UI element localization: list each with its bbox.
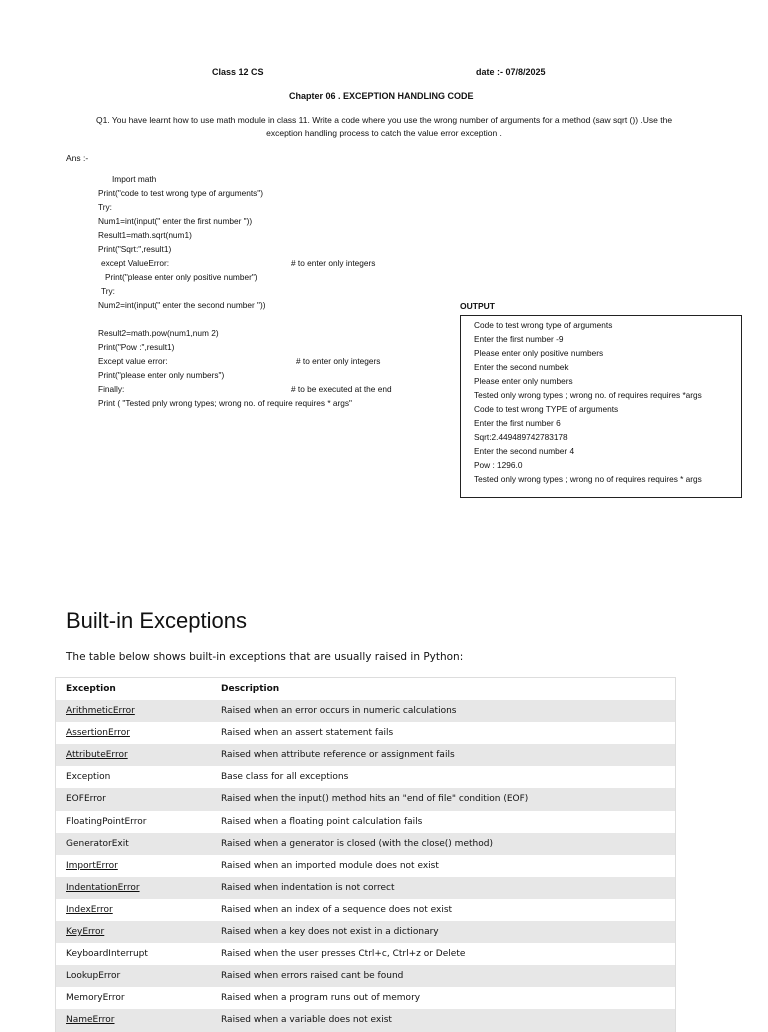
code-line: Num1=int(input(" enter the first number ")) bbox=[98, 216, 253, 226]
table-row bbox=[56, 788, 675, 810]
exception-description: Raised when a variable does not exist bbox=[221, 1015, 392, 1026]
output-line: Enter the second numbek bbox=[474, 362, 569, 372]
table-row bbox=[56, 766, 675, 788]
class-label: Class 12 CS bbox=[212, 67, 264, 77]
table-row bbox=[56, 744, 675, 766]
table-header-row bbox=[56, 678, 675, 700]
exception-description: Raised when a floating point calculation fails bbox=[221, 816, 423, 827]
column-header-exception: Exception bbox=[66, 684, 116, 694]
exception-name: KeyboardInterrupt bbox=[66, 949, 148, 960]
exception-description: Raised when an error occurs in numeric calculations bbox=[221, 706, 457, 717]
table-row bbox=[56, 987, 675, 1009]
table-row bbox=[56, 965, 675, 987]
output-line: Code to test wrong type of arguments bbox=[474, 320, 613, 330]
table-row bbox=[56, 722, 675, 744]
exception-name: GeneratorExit bbox=[66, 838, 129, 849]
output-label: OUTPUT bbox=[460, 301, 495, 311]
code-line: Result1=math.sqrt(num1) bbox=[98, 230, 192, 240]
exception-description: Raised when the user presses Ctrl+c, Ctrl+z or Delete bbox=[221, 949, 466, 960]
code-line: Import math bbox=[112, 174, 157, 184]
exception-description: Raised when attribute reference or assignment fails bbox=[221, 750, 455, 761]
code-line: Print("Sqrt:",result1) bbox=[98, 244, 172, 254]
question-line-1: Q1. You have learnt how to use math module in class 11. Write a code where you use the wrong number of arguments for a method (saw sqrt ()) .Use the bbox=[95, 115, 673, 125]
exception-name-link[interactable]: IndentationError bbox=[66, 882, 140, 893]
table-row bbox=[56, 811, 675, 833]
output-line: Enter the first number -9 bbox=[474, 334, 564, 344]
exception-name-link[interactable]: KeyError bbox=[66, 927, 105, 938]
table-row bbox=[56, 899, 675, 921]
code-line: Print("please enter only positive number") bbox=[105, 272, 258, 282]
output-line: Enter the first number 6 bbox=[474, 418, 561, 428]
code-line: Finally: bbox=[98, 384, 125, 394]
section-title: Built-in Exceptions bbox=[66, 608, 247, 633]
exception-description: Base class for all exceptions bbox=[221, 772, 349, 783]
code-line: Print("code to test wrong type of arguments") bbox=[98, 188, 263, 198]
exception-name-link[interactable]: AttributeError bbox=[66, 750, 128, 761]
question-line-2: exception handling process to catch the value error exception . bbox=[266, 128, 502, 138]
code-line: except ValueError: bbox=[101, 258, 170, 268]
exception-name-link[interactable]: ImportError bbox=[66, 860, 118, 871]
exception-description: Raised when errors raised cant be found bbox=[221, 971, 404, 982]
table-row bbox=[56, 700, 675, 722]
exception-name: LookupError bbox=[66, 971, 121, 982]
exception-name-link[interactable]: IndexError bbox=[66, 904, 113, 915]
output-line: Code to test wrong TYPE of arguments bbox=[474, 404, 619, 414]
output-line: Tested only wrong types ; wrong no of requires requires * args bbox=[474, 474, 702, 484]
code-line: Print("please enter only numbers") bbox=[98, 370, 225, 380]
code-line: Except value error: bbox=[98, 356, 168, 366]
exception-description: Raised when an index of a sequence does not exist bbox=[221, 904, 453, 915]
code-comment: # to enter only integers bbox=[296, 356, 381, 366]
exception-description: Raised when the input() method hits an "end of file" condition (EOF) bbox=[221, 794, 529, 805]
exception-description: Raised when a generator is closed (with the close() method) bbox=[221, 838, 493, 849]
exception-description: Raised when an imported module does not exist bbox=[221, 860, 439, 871]
answer-label: Ans :- bbox=[66, 153, 89, 163]
output-line: Tested only wrong types ; wrong no. of requires requires *args bbox=[474, 390, 702, 400]
date-label: date :- 07/8/2025 bbox=[476, 67, 546, 77]
output-line: Please enter only numbers bbox=[474, 376, 573, 386]
column-header-description: Description bbox=[221, 684, 280, 694]
table-row bbox=[56, 833, 675, 855]
exception-name-link[interactable]: ArithmeticError bbox=[66, 706, 135, 717]
code-line: Num2=int(input(" enter the second number ")) bbox=[98, 300, 266, 310]
exception-name: EOFError bbox=[66, 794, 106, 805]
chapter-title: Chapter 06 . EXCEPTION HANDLING CODE bbox=[289, 91, 474, 101]
code-line: Print("Pow :",result1) bbox=[98, 342, 175, 352]
table-row bbox=[56, 921, 675, 943]
output-line: Pow : 1296.0 bbox=[474, 460, 523, 470]
exception-name-link[interactable]: AssertionError bbox=[66, 728, 130, 739]
table-row bbox=[56, 943, 675, 965]
code-line: Result2=math.pow(num1,num 2) bbox=[98, 328, 219, 338]
code-comment: # to enter only integers bbox=[291, 258, 376, 268]
exception-name: MemoryError bbox=[66, 993, 125, 1004]
table-row bbox=[56, 1009, 675, 1031]
section-intro: The table below shows built-in exceptions that are usually raised in Python: bbox=[66, 651, 464, 663]
exception-description: Raised when a key does not exist in a dictionary bbox=[221, 927, 439, 938]
code-line: Print ( "Tested pnly wrong types; wrong no. of require requires * args" bbox=[98, 398, 352, 408]
table-row bbox=[56, 877, 675, 899]
output-line: Please enter only positive numbers bbox=[474, 348, 604, 358]
code-comment: # to be executed at the end bbox=[291, 384, 392, 394]
code-line: Try: bbox=[101, 286, 115, 296]
code-line: Try: bbox=[98, 202, 112, 212]
question-text bbox=[60, 114, 708, 140]
exception-name: FloatingPointError bbox=[66, 816, 147, 827]
exception-description: Raised when an assert statement fails bbox=[221, 728, 394, 739]
exception-description: Raised when a program runs out of memory bbox=[221, 993, 421, 1004]
output-box bbox=[460, 315, 742, 498]
output-line: Enter the second number 4 bbox=[474, 446, 575, 456]
exceptions-table bbox=[55, 677, 676, 1032]
exception-name-link[interactable]: NameError bbox=[66, 1015, 115, 1026]
exception-name: Exception bbox=[66, 772, 111, 783]
output-line: Sqrt:2.449489742783178 bbox=[474, 432, 568, 442]
exception-description: Raised when indentation is not correct bbox=[221, 882, 395, 893]
table-row bbox=[56, 855, 675, 877]
